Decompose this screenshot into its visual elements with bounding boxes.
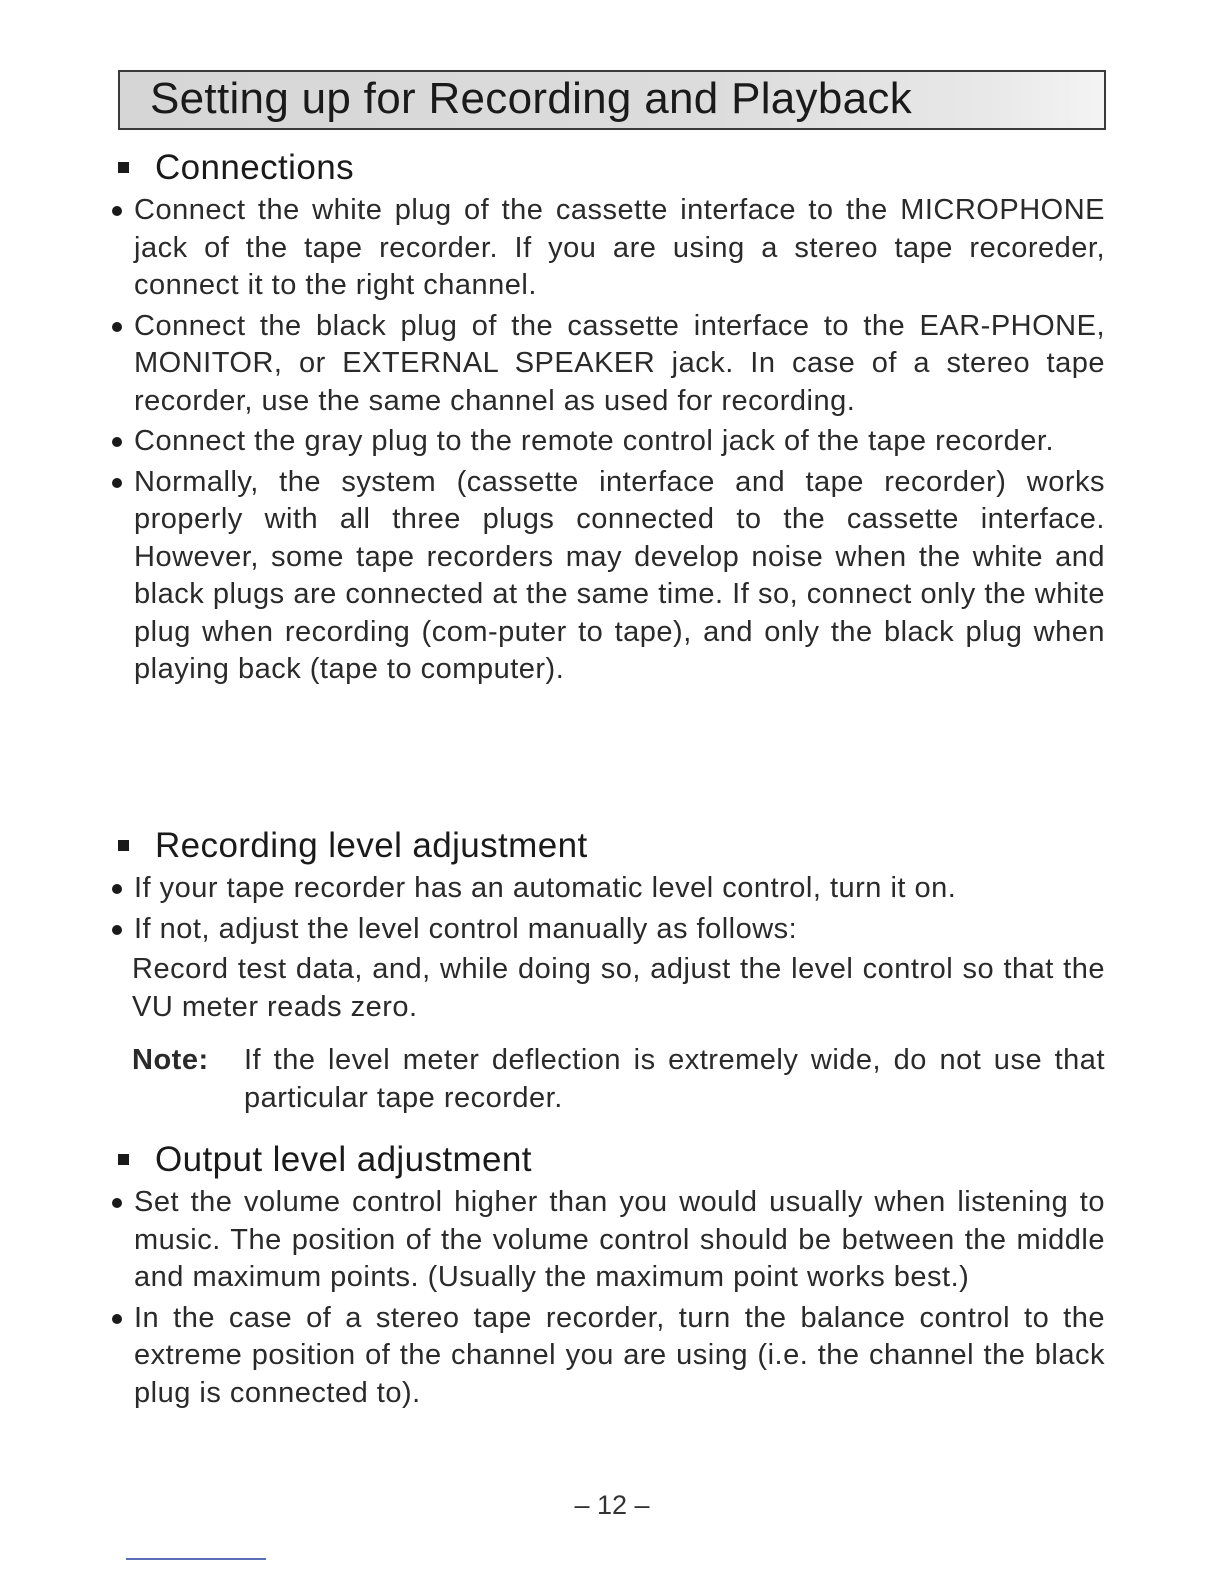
list-item-text: Connect the white plug of the cassette interface to the MICROPHONE jack of the tape recorder. If you are using a stereo tape recoreder, connect it to the right channel. bbox=[134, 194, 1105, 301]
bullet-dot-icon bbox=[112, 884, 122, 894]
square-bullet-icon bbox=[118, 1154, 129, 1165]
instruction-paragraph: Record test data, and, while doing so, adjust the level control so that the VU meter reads zero. bbox=[132, 953, 1105, 1023]
section-heading-text: Recording level adjustment bbox=[155, 826, 588, 865]
list-item bbox=[110, 1300, 1105, 1413]
list-item bbox=[110, 870, 1105, 908]
list-item-text: If your tape recorder has an automatic level control, turn it on. bbox=[134, 872, 957, 904]
bullet-dot-icon bbox=[112, 322, 122, 332]
bullet-dot-icon bbox=[112, 206, 122, 216]
bullet-dot-icon bbox=[112, 925, 122, 935]
section-output-level bbox=[110, 1136, 1105, 1415]
section-recording-level bbox=[110, 822, 1105, 1117]
page-number: – 12 – bbox=[574, 1490, 650, 1520]
list-item bbox=[110, 308, 1105, 421]
square-bullet-icon bbox=[118, 840, 129, 851]
section-heading bbox=[110, 144, 1105, 192]
bullet-list bbox=[110, 870, 1105, 948]
note-label: Note: bbox=[132, 1044, 209, 1076]
list-item bbox=[110, 464, 1105, 689]
section-heading-text: Output level adjustment bbox=[155, 1140, 532, 1179]
list-item bbox=[110, 423, 1105, 461]
bullet-dot-icon bbox=[112, 1198, 122, 1208]
page-title: Setting up for Recording and Playback bbox=[150, 74, 912, 123]
note-block bbox=[110, 1042, 1105, 1117]
section-heading bbox=[110, 1136, 1105, 1184]
list-item-text: In the case of a stereo tape recorder, turn the balance control to the extreme position of the channel you are using (i.e. the channel the black plug is connected to). bbox=[134, 1301, 1105, 1409]
list-item-text: Connect the black plug of the cassette interface to the EAR-PHONE, MONITOR, or EXTERNAL SPEAKER jack. In case of a stereo tape recorder, use the same channel as used for recording. bbox=[134, 309, 1105, 417]
list-item-text: Connect the gray plug to the remote control jack of the tape recorder. bbox=[134, 425, 1055, 457]
section-heading bbox=[110, 822, 1105, 870]
bullet-dot-icon bbox=[112, 437, 122, 447]
list-item bbox=[110, 1184, 1105, 1297]
bullet-dot-icon bbox=[112, 1314, 122, 1324]
bullet-list bbox=[110, 192, 1105, 689]
note-text: If the level meter deflection is extremely wide, do not use that particular tape recorder. bbox=[244, 1044, 1105, 1114]
bullet-dot-icon bbox=[112, 478, 122, 488]
section-connections bbox=[110, 144, 1105, 692]
list-item bbox=[110, 911, 1105, 949]
list-item-text: If not, adjust the level control manually as follows: bbox=[134, 912, 798, 945]
list-item-text: Set the volume control higher than you would usually when listening to music. The position of the volume control should be between the middle and maximum points. (Usually the maximum point works best.) bbox=[134, 1186, 1105, 1293]
footer-divider bbox=[126, 1558, 266, 1560]
bullet-list bbox=[110, 1184, 1105, 1412]
list-item-text: Normally, the system (cassette interface and tape recorder) works properly with all three plugs connected to the cassette interface. However, some tape recorders may develop noise when the white and black plugs are connected at the same time. If so, connect only the white plug when recording (com-puter to tape), and only the black plug when playing back (tape to computer). bbox=[134, 465, 1105, 685]
list-item bbox=[110, 192, 1105, 305]
section-heading-text: Connections bbox=[155, 148, 354, 187]
title-banner bbox=[118, 70, 1106, 130]
square-bullet-icon bbox=[118, 162, 129, 173]
